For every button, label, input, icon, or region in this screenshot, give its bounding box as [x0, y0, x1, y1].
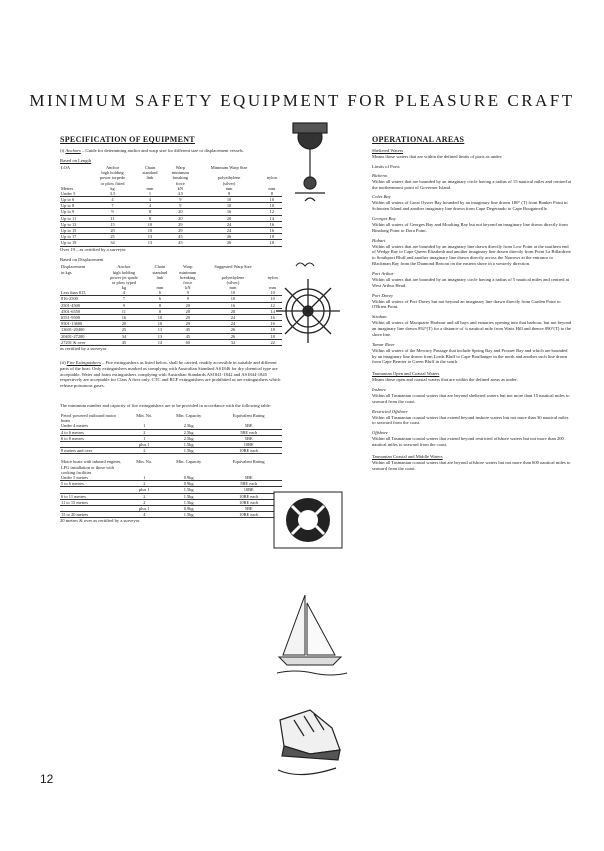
- table-cell: 5BE each: [215, 481, 282, 487]
- area-description: Within all waters of Georges Bay and Moulting Bay but not beyond an imaginary line drawn directly from Binalong Point to Dora Point.: [372, 221, 568, 233]
- table-cell: 20: [173, 302, 203, 308]
- table-cell: 2: [127, 448, 162, 454]
- table-cell: Up to 11: [60, 215, 89, 221]
- table-header-cell: breaking: [180, 274, 196, 280]
- table-cell: 10BE: [215, 487, 282, 493]
- table-cell: 5 to 6 metres: [60, 481, 127, 487]
- table-cell: 1: [127, 475, 162, 481]
- table-cell: 25: [101, 327, 147, 333]
- table-cell: 45: [164, 234, 196, 240]
- table-header-cell: LOA: [61, 164, 71, 170]
- area-description: Within all waters of Macquarie Harbour and all bays and estuaries opening into that harbour, but not beyond an imaginary line drawn 092°(T) for a distance of ¼ nautical mile from Watts Hill and thence 090°(T) to the shore line.: [372, 320, 572, 337]
- area-name: Tamar River: [372, 341, 395, 347]
- table-cell: 20401-27200: [60, 333, 101, 339]
- table-cell: 1.5kg: [162, 487, 215, 493]
- equipment-column: [60, 135, 282, 524]
- table-cell: 10BE each: [215, 499, 282, 505]
- table-cell: 12: [262, 209, 282, 215]
- area-name: Restricted Offshore: [372, 408, 408, 414]
- table-cell: 8: [136, 209, 164, 215]
- table-cell: 20: [89, 228, 135, 234]
- area-description: Within all waters that are bounded by an imaginary circle having a radius of 5 nautical miles and centred at West Arthur Head.: [372, 276, 569, 288]
- sheltered-text: Means those waters that are within the defined limits of ports as under:: [372, 154, 503, 160]
- table-header-cell: Anchor: [105, 164, 120, 170]
- table-cell: 8: [136, 215, 164, 221]
- table-header-row: [60, 413, 282, 423]
- table-cell: 20: [196, 215, 261, 221]
- table-cell: 18: [263, 327, 282, 333]
- table-cell: Up to 6: [60, 197, 89, 203]
- table-cell: 5BE: [215, 505, 282, 511]
- table-header-cell: Equivalent Rating: [232, 413, 265, 419]
- table-cell: 0.9kg: [162, 475, 215, 481]
- table-header-cell: or plow typed: [111, 279, 137, 285]
- table-header-cell: Warp: [175, 164, 186, 170]
- table-cell: Up to 8: [60, 203, 89, 209]
- table-cell: 2.5kg: [162, 435, 215, 441]
- displacement-footer: as certified by a surveyor: [60, 345, 107, 351]
- table-cell: 14: [262, 215, 282, 221]
- length-table-block: [60, 158, 282, 252]
- length-table: [60, 165, 282, 247]
- table-header-cell: in kgs: [61, 269, 72, 275]
- table-cell: 16: [101, 315, 147, 321]
- port-areas-list: [372, 173, 572, 366]
- table-cell: 4501-6550: [60, 308, 101, 314]
- table-cell: 16: [262, 228, 282, 234]
- table-header-cell: Suggested Warp Size: [214, 264, 252, 270]
- table-header-cell: or plow fitted: [100, 180, 125, 186]
- inboard-table: [60, 459, 282, 518]
- area-name: Port Arthur: [372, 271, 394, 277]
- table-cell: 29: [164, 228, 196, 234]
- table-cell: 10: [147, 315, 173, 321]
- table-header-cell: mm: [225, 185, 233, 191]
- table-header-cell: kN: [185, 285, 191, 291]
- limits-title: Limits of Ports: [372, 163, 400, 169]
- table-header-cell: Anchor: [117, 264, 131, 270]
- table-cell: 10: [196, 197, 261, 203]
- table-cell: 5BE: [215, 423, 282, 429]
- table-cell: Up to 9: [60, 209, 89, 215]
- table-cell: 6 to 11 metres: [60, 493, 127, 499]
- table-cell: 1.5kg: [162, 499, 215, 505]
- table-cell: 16: [263, 315, 282, 321]
- table-cell: 20: [164, 209, 196, 215]
- table-cell: 4.5: [164, 191, 196, 197]
- table-cell: 26: [196, 240, 261, 246]
- area-name: Coles Bay: [372, 194, 391, 200]
- table-cell: 7: [89, 203, 135, 209]
- table-row: [60, 240, 282, 246]
- table-cell: 34: [101, 333, 147, 339]
- table-cell: Under 4 metres: [60, 423, 127, 429]
- area-description: Within all Tasmanian coastal waters that are beyond sheltered waters but not more than 15 nautical miles to seaward from the coast.: [372, 392, 570, 404]
- table-cell: 2.5kg: [162, 429, 215, 435]
- table-header-cell: Displacement: [61, 264, 86, 270]
- table-cell: 11: [101, 308, 147, 314]
- lifebuoy-illustration: [272, 490, 344, 550]
- boot-illustration: [270, 690, 350, 790]
- area-description: Within all waters of the Mercury Passage that include Spring Bay and Prosser Bay and which are bounded by an imaginary line drawn from Lords Bluff to Cape Boullanger in the north and another such line drawn from Cape Bernier to Green Bluff in the south.: [372, 347, 568, 365]
- table-cell: 1.5kg: [162, 512, 215, 518]
- table-header-cell: Metres: [61, 185, 74, 191]
- table-cell: Less than 815: [60, 290, 101, 296]
- table-cell: Up to 15: [60, 228, 89, 234]
- page-title: MINIMUM SAFETY EQUIPMENT FOR PLEASURE CRAFT: [29, 91, 575, 110]
- table-header-cell: (silver): [226, 279, 240, 285]
- table-cell: 18: [262, 234, 282, 240]
- table-row: [60, 512, 282, 518]
- table-row: [60, 339, 282, 345]
- table-cell: 13: [136, 234, 164, 240]
- table-cell: 4 to 6 metres: [60, 429, 127, 435]
- area-name: Offshore: [372, 430, 388, 436]
- table-cell: 16: [262, 221, 282, 227]
- table-header-cell: Warp: [183, 264, 193, 270]
- operational-areas-heading: OPERATIONAL AREAS: [372, 135, 465, 144]
- table-cell: 10: [203, 296, 264, 302]
- table-cell: 10BE each: [215, 448, 282, 454]
- table-cell: 10: [203, 290, 264, 296]
- table-cell: 1: [127, 423, 162, 429]
- table-cell: 10: [147, 321, 173, 327]
- table-header-cell: Min. Capacity: [176, 413, 202, 419]
- table-cell: 8: [196, 191, 261, 197]
- table-cell: Up to 17: [60, 234, 89, 240]
- table-cell: 6: [147, 296, 173, 302]
- anchors-label: Anchors: [65, 148, 81, 154]
- table-cell: 45: [173, 327, 203, 333]
- table-cell: 13: [147, 327, 173, 333]
- table-cell: 2: [127, 429, 162, 435]
- open-waters-text: Means those open and coastal waters that are within the defined areas as under:: [372, 377, 518, 383]
- table-header-cell: Chain: [144, 164, 156, 170]
- table-cell: 2: [127, 493, 162, 499]
- table-header-cell: nylon: [266, 175, 277, 181]
- open-waters-title: Tasmanian Open and Coastal Waters: [372, 371, 440, 377]
- table-cell: Under 5 metres: [60, 475, 127, 481]
- table-cell: 9: [101, 302, 147, 308]
- table-cell: 10BE: [215, 442, 282, 448]
- table-cell: 11 to 15 metres: [60, 499, 127, 505]
- table-cell: 16: [263, 321, 282, 327]
- table-header-cell: polyethylene: [221, 274, 245, 280]
- table-cell: 10: [196, 203, 261, 209]
- table-cell: 20: [164, 215, 196, 221]
- table-cell: 11: [89, 215, 135, 221]
- table-cell: 18: [263, 333, 282, 339]
- table-cell: 5BE each: [215, 429, 282, 435]
- area-name: Hobart: [372, 237, 386, 243]
- table-cell: 26: [203, 327, 264, 333]
- table-cell: 24: [196, 221, 261, 227]
- table-cell: 34: [89, 240, 135, 246]
- table-cell: 5BE: [215, 435, 282, 441]
- table-cell: 3.5: [89, 191, 135, 197]
- middle-waters-title: Tasmanian Coastal and Middle Waters: [372, 453, 443, 459]
- table-cell: 45: [173, 333, 203, 339]
- table-cell: 18: [262, 240, 282, 246]
- table-header-cell: breaking: [172, 175, 188, 181]
- table-header-cell: power jet spade: [110, 274, 138, 280]
- table-cell: 10: [263, 290, 282, 296]
- table-cell: 13: [136, 240, 164, 246]
- table-header-cell: force: [183, 279, 193, 285]
- table-header-row: [60, 459, 282, 475]
- table-cell: 16: [196, 209, 261, 215]
- fire-label: Fire Extinguishers: [66, 359, 101, 365]
- table-cell: 8: [147, 302, 173, 308]
- table-cell: 816-2500: [60, 296, 101, 302]
- table-cell: 25: [89, 234, 135, 240]
- table-cell: 10BE each: [215, 493, 282, 499]
- table-cell: 4: [101, 290, 147, 296]
- table-cell: 24: [203, 315, 264, 321]
- table-cell: 20: [101, 321, 147, 327]
- table-cell: 0.9kg: [162, 481, 215, 487]
- table-header-cell: mm: [269, 285, 277, 291]
- table-cell: 8: [147, 308, 173, 314]
- table-header-cell: Min. No.: [136, 413, 153, 419]
- anchor-winch-illustration: [275, 115, 345, 205]
- table-cell: 29: [173, 315, 203, 321]
- area-name: Strahan: [372, 314, 387, 320]
- table-cell: plus 1: [127, 487, 162, 493]
- equipment-heading: SPECIFICATION OF EQUIPMENT: [60, 135, 195, 144]
- table-cell: 10: [262, 197, 282, 203]
- table-header-cell: Min. Capacity: [176, 459, 202, 465]
- table-header-cell: link: [156, 274, 164, 280]
- table-cell: 9501-13600: [60, 321, 101, 327]
- table-cell: Under 5: [60, 191, 89, 197]
- table-cell: 22: [263, 339, 282, 345]
- table-header-cell: standard: [152, 269, 168, 275]
- table-header-cell: kN: [177, 185, 183, 191]
- operational-areas-column: [372, 135, 572, 476]
- table-cell: 0.9kg: [162, 505, 215, 511]
- area-name: Inshore: [372, 387, 386, 393]
- table-cell: 15: [89, 221, 135, 227]
- seagull-icon: [295, 258, 315, 272]
- table-cell: 1.5kg: [162, 448, 215, 454]
- table-cell: 6: [147, 290, 173, 296]
- table-cell: 10: [136, 221, 164, 227]
- middle-waters-text: Within all Tasmanian coastal waters that are beyond offshore waters but not more than 600 nautical miles to seaward from the coast.: [372, 459, 571, 471]
- table-cell: 13: [147, 333, 173, 339]
- length-footer: Over 19 – as certified by a surveyor: [60, 246, 126, 252]
- inboard-footer: 20 metres & over as certified by a surveyor: [60, 518, 140, 524]
- displacement-table-block: [60, 257, 282, 351]
- table-header-cell: Min. No.: [136, 459, 153, 465]
- table-header-cell: Chain: [154, 264, 166, 270]
- table-header-cell: force: [175, 180, 185, 186]
- table-cell: 7: [101, 296, 147, 302]
- table-cell: 32: [203, 339, 264, 345]
- table-cell: 60: [173, 339, 203, 345]
- table-cell: 26: [203, 333, 264, 339]
- table-header-cell: Minimum Warp Size: [210, 164, 248, 170]
- fire-intro-paragraph: (ii) Fire Extinguishers – Fire extinguishers as listed below, shall be carried, readily accessible in suitable and different parts of the boat. Only extinguishers marked as complying with Australian Standard AS1846 for dry chemical type are acceptable. Water and foam extinguishers complying with Australian Standards AS1841-1842 and AS1844-1845 respectively are acceptable for Class A fires only. CTC and BCF extinguishers are prohibited as are extinguishers which release poisonous gases.: [60, 359, 281, 389]
- table-cell: 9: [173, 290, 203, 296]
- table-cell: 2: [127, 499, 162, 505]
- area-description: Within all Tasmanian coastal waters that extend beyond restricted offshore waters but not more than 200 nautical miles to seaward from the coast.: [372, 436, 564, 448]
- table-header-cell: link: [146, 175, 154, 181]
- area-description: Within all waters that are bounded by an imaginary line drawn directly from Low Point at the southern end of Wedge Bay to Cape Queen Elizabeth and another imaginary line drawn directly from Point La Billardiere to Southport Bluff and another imaginary line drawn directly across the Narrows at the entrance to Blackman Bay from the Diamond Beacon on the eastern shore in a westerly direction.: [372, 243, 572, 267]
- table-cell: 45: [164, 240, 196, 246]
- table-cell: 1.5kg: [162, 493, 215, 499]
- fire-table-intro: The minimum number and capacity of fire extinguishers are to be provided in accordance with the following table:: [60, 403, 272, 409]
- table-cell: 15 to 20 metres: [60, 512, 127, 518]
- table-cell: 1: [136, 191, 164, 197]
- area-description: Within all waters that are bounded by an imaginary circle having a radius of 15 nautical miles and centred at the northernmost point of Governor Island.: [372, 178, 572, 190]
- table-cell: 27201 & over: [60, 339, 101, 345]
- table-cell: 20: [173, 308, 203, 314]
- page-number: 12: [40, 772, 54, 786]
- area-description: Within all Tasmanian coastal waters that extend beyond inshore waters but not more than 30 nautical miles to seaward from the coast.: [372, 414, 569, 426]
- table-cell: 29: [173, 321, 203, 327]
- displacement-table: [60, 264, 282, 346]
- table-cell: 10: [136, 228, 164, 234]
- table-header-cell: Motor boats with inboard engines, LPG installation or those with cooking facilities: [61, 459, 122, 475]
- table-header-cell: high holding: [112, 269, 136, 275]
- table-cell: 20: [203, 308, 264, 314]
- table-header-cell: minimum: [171, 170, 189, 176]
- table-header-cell: mm: [268, 185, 276, 191]
- table-cell: 12: [263, 302, 282, 308]
- table-header-cell: mm: [156, 285, 164, 291]
- table-cell: 1.5kg: [162, 442, 215, 448]
- table-cell: 10: [262, 203, 282, 209]
- table-cell: 14: [263, 308, 282, 314]
- table-cell: 45: [101, 339, 147, 345]
- table-cell: 9: [164, 197, 196, 203]
- table-header-cell: Petrol powered outboard motor boats: [61, 413, 116, 424]
- table-cell: Up to 13: [60, 221, 89, 227]
- table-header-cell: kg: [110, 185, 115, 191]
- table-header-cell: Equivalent Rating: [232, 459, 265, 465]
- table-cell: 8 metres and over: [60, 448, 127, 454]
- table-cell: 24: [203, 321, 264, 327]
- area-description: Within all waters of Great Oyster Bay bounded by an imaginary line drawn 180° (T) from Bunker Point in Schouten Island and another imaginary line drawn from Cape Degerando to Cape Bougainville.: [372, 200, 568, 212]
- displacement-caption: Based on Displacement: [60, 257, 104, 263]
- table-header-cell: high holding: [101, 170, 124, 176]
- table-header-cell: mm: [146, 185, 154, 191]
- open-areas-list: [372, 387, 572, 448]
- table-header-cell: power torpedo: [99, 175, 126, 181]
- table-header-cell: minimum: [179, 269, 197, 275]
- sailboat-illustration: [275, 585, 350, 685]
- table-cell: Up to 19: [60, 240, 89, 246]
- table-row: [60, 448, 282, 454]
- table-header-cell: kg: [121, 285, 127, 291]
- table-header-cell: mm: [229, 285, 237, 291]
- table-cell: 13601-20400: [60, 327, 101, 333]
- table-cell: plus 1: [127, 505, 162, 511]
- table-cell: 16: [203, 302, 264, 308]
- area-name: Georges Bay: [372, 216, 396, 222]
- table-cell: 6 to 8 metres: [60, 435, 127, 441]
- anchors-intro: (i) Anchors – Guide for determining anchor and warp size for different size or displacement vessels.: [60, 148, 244, 154]
- table-cell: 10: [263, 296, 282, 302]
- table-cell: 26: [196, 234, 261, 240]
- table-cell: 4: [127, 512, 162, 518]
- table-cell: 9: [164, 203, 196, 209]
- sheltered-title: Sheltered Waters: [372, 148, 404, 154]
- table-cell: 4: [89, 197, 135, 203]
- table-cell: 5BE: [215, 475, 282, 481]
- table-cell: 2.5kg: [162, 423, 215, 429]
- area-name: Bicheno: [372, 172, 388, 178]
- outboard-table: [60, 413, 282, 454]
- table-cell: 9: [173, 296, 203, 302]
- table-cell: 9: [89, 209, 135, 215]
- table-cell: 2: [127, 481, 162, 487]
- table-cell: 29: [164, 221, 196, 227]
- area-description: Within all waters of Port Davey but not beyond an imaginary line drawn directly from Garden Point to O'Brien Point.: [372, 298, 561, 310]
- table-header-cell: nylon: [267, 274, 278, 280]
- area-name: Port Davey: [372, 292, 394, 298]
- table-cell: 1: [127, 435, 162, 441]
- table-header-cell: standard: [142, 170, 158, 176]
- table-cell: 24: [196, 228, 261, 234]
- length-caption: Based on Length: [60, 158, 92, 164]
- table-cell: 2501-4500: [60, 302, 101, 308]
- table-header-cell: (silver): [222, 180, 236, 186]
- table-cell: 4: [136, 203, 164, 209]
- table-cell: 14: [147, 339, 173, 345]
- table-header-cell: polyethylene: [217, 175, 241, 181]
- table-cell: plus 1: [127, 442, 162, 448]
- table-cell: 4: [136, 197, 164, 203]
- table-cell: 8: [262, 191, 282, 197]
- ships-wheel-illustration: [272, 275, 344, 347]
- table-cell: 6551-9500: [60, 315, 101, 321]
- table-cell: 10BE each: [215, 512, 282, 518]
